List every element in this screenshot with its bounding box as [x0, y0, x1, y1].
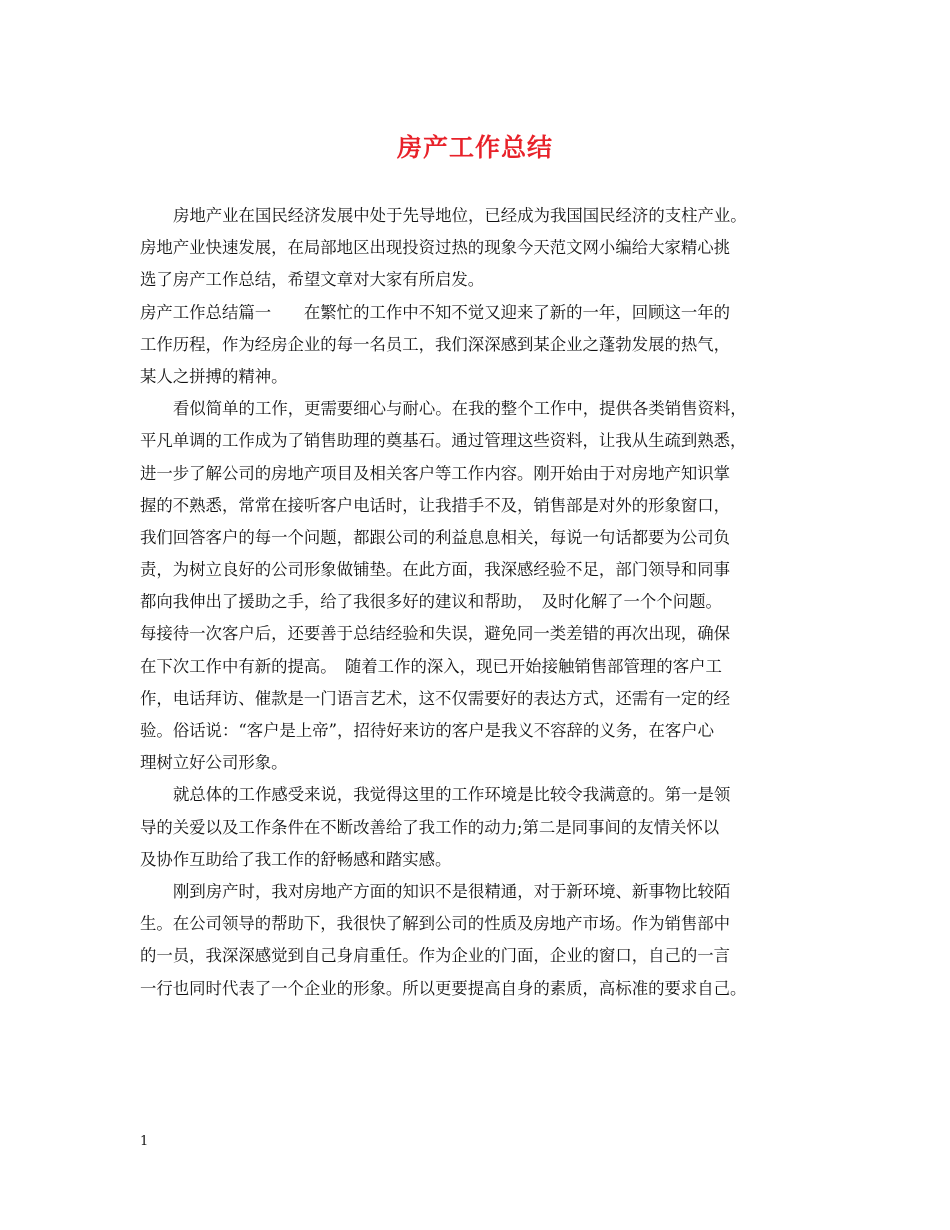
text-line: 的一员，我深深感觉到自己身肩重任。作为企业的门面，企业的窗口，自己的一言 [140, 946, 731, 966]
text-line: 进一步了解公司的房地产项目及相关客户等工作内容。刚开始由于对房地产知识掌 [140, 463, 731, 483]
document-body [140, 200, 830, 1005]
text-line: 每接待一次客户后，还要善于总结经验和失误，避免同一类差错的再次出现，确保 [140, 624, 731, 644]
text-line: 我们回答客户的每一个问题，都跟公司的利益息息相关，每说一句话都要为公司负 [140, 527, 731, 547]
text-line: 看似简单的工作，更需要细心与耐心。在我的整个工作中，提供各类销售资料， [173, 399, 747, 419]
text-line: 导的关爱以及工作条件在不断改善给了我工作的动力;第二是同事间的友情关怀以 [140, 817, 720, 837]
text-line: 责，为树立良好的公司形象做铺垫。在此方面，我深感经验不足，部门领导和同事 [140, 560, 731, 580]
text-line: 在下次工作中有新的提高。 随着工作的深入，现已开始接触销售部管理的客户工 [140, 656, 722, 676]
page-number: 1 [140, 1134, 149, 1149]
text-line: 平凡单调的工作成为了销售助理的奠基石。通过管理这些资料，让我从生疏到熟悉， [140, 431, 747, 451]
text-line: 房地产业在国民经济发展中处于先导地位，已经成为我国国民经济的支柱产业。 [173, 206, 747, 225]
text-line: 房产工作总结篇一 在繁忙的工作中不知不觉又迎来了新的一年，回顾这一年的 [140, 302, 731, 322]
text-line: 验。俗话说：“客户是上帝”，招待好来访的客户是我义不容辞的义务，在客户心 [140, 721, 715, 740]
text-line: 生。在公司领导的帮助下，我很快了解到公司的性质及房地产市场。作为销售部中 [140, 914, 731, 934]
text-line: 一行也同时代表了一个企业的形象。所以更要提高自身的素质，高标准的要求自己。 [140, 978, 747, 998]
text-line: 某人之拼搏的精神。 [140, 366, 288, 386]
text-line: 就总体的工作感受来说，我觉得这里的工作环境是比较令我满意的。第一是领 [173, 785, 731, 805]
text-line: 刚到房产时，我对房地产方面的知识不是很精通，对于新环境、新事物比较陌 [173, 881, 731, 901]
text-line: 及协作互助给了我工作的舒畅感和踏实感。 [140, 849, 452, 869]
page-title: 房产工作总结 [396, 133, 553, 162]
text-line: 房地产业快速发展，在局部地区出现投资过热的现象今天范文网小编给大家精心挑 [140, 238, 731, 258]
text-line: 工作历程，作为经房企业的每一名员工，我们深深感到某企业之蓬勃发展的热气， [140, 334, 731, 354]
text-line: 作，电话拜访、催款是一门语言艺术，这不仅需要好的表达方式，还需有一定的经 [140, 688, 731, 708]
text-line: 握的不熟悉，常常在接听客户电话时，让我措手不及，销售部是对外的形象窗口， [140, 495, 731, 515]
text-line: 理树立好公司形象。 [140, 753, 288, 773]
text-line: 选了房产工作总结，希望文章对大家有所启发。 [140, 270, 485, 290]
text-line: 都向我伸出了援助之手，给了我很多好的建议和帮助， 及时化解了一个个问题。 [140, 592, 722, 612]
